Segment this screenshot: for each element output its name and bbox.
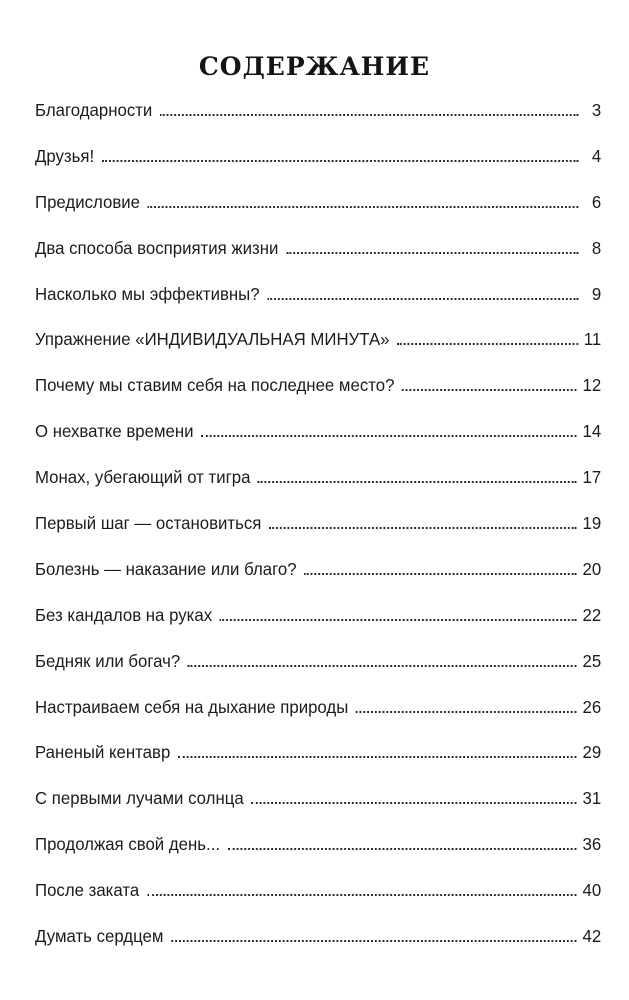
toc-entry-page-number: 25 [582, 650, 602, 671]
dot-leader [397, 342, 578, 345]
dot-leader [228, 847, 577, 850]
dot-leader [258, 480, 577, 483]
dot-leader [171, 939, 577, 942]
toc-entry-page-number: 29 [582, 742, 602, 763]
toc-entry [35, 375, 601, 421]
dot-leader [286, 251, 578, 254]
dot-leader [148, 205, 578, 208]
dot-leader [269, 526, 577, 529]
toc-entry-page-number: 17 [582, 467, 602, 488]
toc-entry-title: Без кандалов на руках [35, 604, 213, 625]
toc-entry-title: Упражнение «ИНДИВИДУАЛЬНАЯ МИНУТА» [35, 329, 390, 350]
toc-entry-page-number: 20 [582, 558, 602, 579]
toc-entry-title: Думать сердцем [35, 926, 164, 947]
toc-entry-title: Почему мы ставим себя на последнее место? [35, 375, 395, 396]
dot-leader [102, 159, 578, 162]
toc-entry [35, 605, 601, 651]
dot-leader [356, 710, 577, 713]
toc-entry-page-number: 40 [582, 880, 602, 901]
toc-entry [35, 421, 601, 467]
toc-entry-page-number: 22 [582, 604, 602, 625]
dot-leader [267, 297, 578, 300]
toc-entry [35, 697, 601, 743]
toc-entry [35, 467, 601, 513]
dot-leader [201, 434, 577, 437]
dot-leader [220, 618, 577, 621]
toc-entry [35, 192, 601, 238]
toc-entry [35, 146, 601, 192]
toc-entry-page-number: 3 [591, 100, 602, 120]
toc-entry-title: Настраиваем себя на дыхание природы [35, 696, 349, 717]
toc-entry [35, 742, 601, 788]
dot-leader [147, 893, 577, 896]
toc-entry-title: После заката [35, 880, 140, 901]
toc-entry-page-number: 26 [582, 696, 602, 717]
toc-entry-page-number: 9 [591, 283, 602, 304]
toc-entry-title: Насколько мы эффективны? [35, 283, 260, 304]
toc-entry [35, 834, 601, 880]
toc-entry-page-number: 36 [582, 834, 602, 855]
toc-entry [35, 880, 601, 926]
toc-list [35, 100, 601, 972]
toc-entry-title: Раненый кентавр [35, 742, 171, 763]
toc-entry-page-number: 8 [591, 237, 602, 258]
toc-entry [35, 513, 601, 559]
toc-entry-page-number: 19 [582, 513, 602, 534]
toc-entry-title: Бедняк или богач? [35, 650, 181, 671]
toc-entry [35, 238, 601, 284]
toc-entry-title: Друзья! [35, 145, 95, 166]
toc-entry-title: С первыми лучами солнца [35, 788, 244, 809]
toc-entry-title: О нехватке времени [35, 421, 194, 442]
toc-entry [35, 788, 601, 834]
toc-entry-title: Благодарности [35, 100, 153, 120]
toc-entry-title: Первый шаг — остановиться [35, 513, 262, 534]
toc-entry-page-number: 4 [591, 145, 602, 166]
toc-entry [35, 926, 601, 972]
toc-entry [35, 329, 601, 375]
toc-entry [35, 100, 601, 146]
toc-entry-page-number: 42 [582, 926, 602, 947]
toc-entry [35, 651, 601, 697]
toc-entry [35, 559, 601, 605]
toc-entry-page-number: 11 [583, 329, 602, 350]
dot-leader [304, 572, 576, 575]
dot-leader [251, 801, 576, 804]
toc-entry-page-number: 12 [582, 375, 602, 396]
toc-entry-title: Болезнь — наказание или благо? [35, 558, 297, 579]
toc-entry-page-number: 6 [591, 191, 602, 212]
dot-leader [402, 388, 577, 391]
toc-entry [35, 284, 601, 330]
dot-leader [160, 113, 578, 116]
toc-entry-page-number: 31 [582, 788, 602, 809]
toc-entry-title: Монах, убегающий от тигра [35, 467, 251, 488]
toc-entry-title: Предисловие [35, 191, 140, 212]
toc-entry-title: Продолжая свой день... [35, 834, 221, 855]
page-title: СОДЕРЖАНИЕ [198, 52, 431, 81]
toc-entry-page-number: 14 [582, 421, 602, 442]
toc-entry-title: Два способа восприятия жизни [35, 237, 279, 258]
dot-leader [178, 755, 577, 758]
dot-leader [188, 664, 577, 667]
